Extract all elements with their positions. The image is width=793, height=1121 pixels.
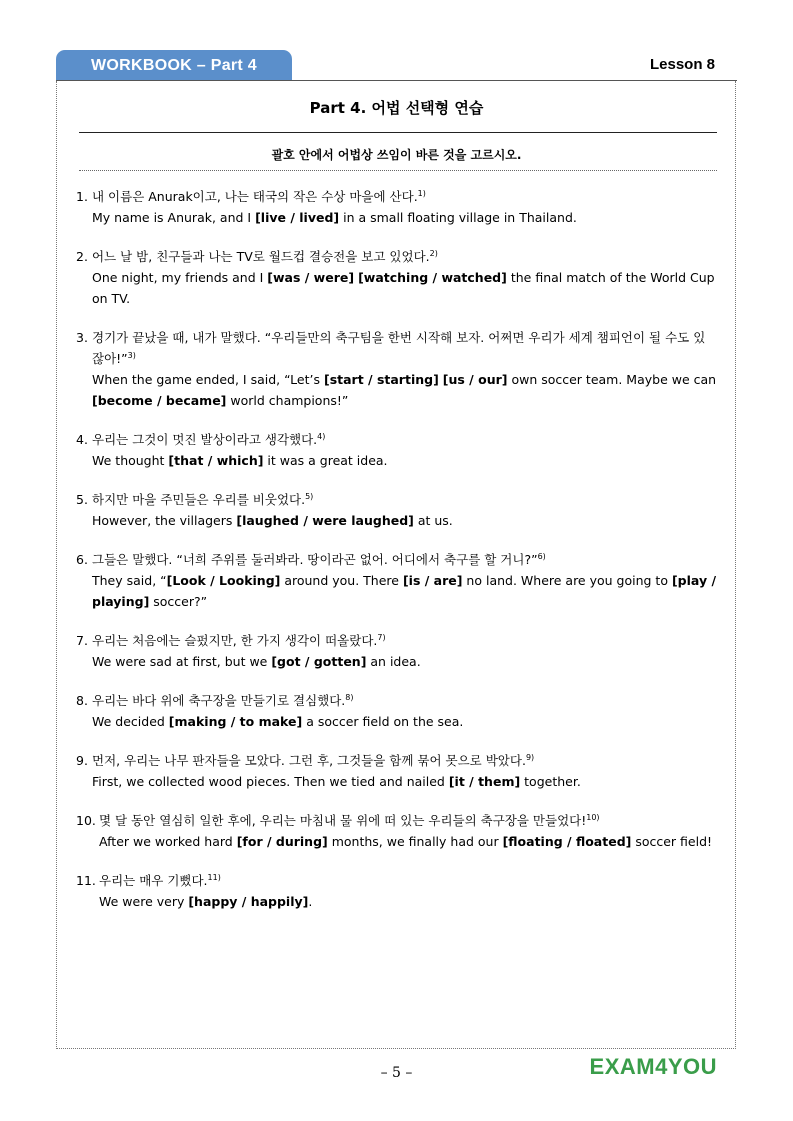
footnote-marker: 6) bbox=[537, 551, 546, 561]
korean-text: 어느 날 밤, 친구들과 나는 TV로 월드컵 결승전을 보고 있었다.$^{2)}$ bbox=[92, 248, 438, 264]
exercise-item bbox=[76, 870, 717, 912]
footnote-marker: 10) bbox=[586, 812, 600, 822]
sentence-text: We thought bbox=[92, 453, 169, 468]
sentence-text: the final match of the World Cup on TV. bbox=[92, 270, 715, 306]
workbook-tab: WORKBOOK – Part 4 bbox=[56, 50, 292, 81]
part-title: Part 4. 어법 선택형 연습 bbox=[309, 99, 484, 117]
footnote-marker: 4) bbox=[317, 431, 326, 441]
korean-sentence bbox=[76, 186, 717, 207]
grammar-choice: [us / our] bbox=[442, 372, 508, 387]
korean-text: 경기가 끝났을 때, 내가 말했다. “우리들만의 축구팀을 한번 시작해 보자. 어쩌면 우리가 세계 챔피언이 될 수도 있잖아!”$^{3)}$ bbox=[92, 330, 706, 366]
sentence-text: One night, my friends and I bbox=[92, 270, 268, 285]
grammar-choice: [become / became] bbox=[92, 393, 227, 408]
grammar-choice: [was / were] bbox=[267, 270, 355, 285]
item-number: 11. bbox=[76, 873, 96, 888]
item-number: 2. bbox=[76, 249, 88, 264]
korean-text: 우리는 처음에는 슬펐지만, 한 가지 생각이 떠올랐다.$^{7)}$ bbox=[92, 632, 386, 648]
grammar-choice: [play / playing] bbox=[92, 573, 717, 609]
item-number: 8. bbox=[76, 693, 88, 708]
sentence-text: We were very bbox=[99, 894, 189, 909]
grammar-choice: [that / which] bbox=[168, 453, 264, 468]
sentence-text: own soccer team. Maybe we can bbox=[507, 372, 717, 387]
footnote-marker: 1) bbox=[417, 188, 426, 198]
korean-sentence bbox=[76, 327, 717, 369]
exercise-list bbox=[76, 186, 717, 912]
sentence-text: We were sad at first, but we bbox=[92, 654, 272, 669]
exercise-item bbox=[76, 186, 717, 228]
grammar-choice: [live / lived] bbox=[255, 210, 340, 225]
exercise-item bbox=[76, 810, 717, 852]
korean-text: 그들은 말했다. “너희 주위를 둘러봐라. 땅이라곤 없어. 어디에서 축구를 할 거니?”$^{6)}$ bbox=[92, 551, 546, 567]
english-sentence bbox=[76, 450, 717, 471]
footnote-marker: 9) bbox=[525, 752, 535, 762]
footnote-marker: 2) bbox=[429, 248, 438, 258]
grammar-choice: [Look / Looking] bbox=[166, 573, 281, 588]
sentence-text: around you. There bbox=[280, 573, 403, 588]
english-sentence bbox=[76, 570, 717, 612]
english-sentence bbox=[76, 771, 717, 792]
korean-sentence bbox=[76, 246, 717, 267]
korean-text: 우리는 그것이 멋진 발상이라고 생각했다.$^{4)}$ bbox=[92, 431, 326, 447]
grammar-choice: [for / during] bbox=[236, 834, 328, 849]
sentence-text: My name is Anurak, and I bbox=[92, 210, 256, 225]
korean-text: 우리는 바다 위에 축구장을 만들기로 결심했다.$^{8)}$ bbox=[92, 692, 354, 708]
sentence-text: They said, “ bbox=[92, 573, 167, 588]
exercise-item bbox=[76, 246, 717, 309]
korean-sentence bbox=[76, 429, 717, 450]
sentence-text: it was a great idea. bbox=[263, 453, 388, 468]
instruction-rule bbox=[79, 170, 717, 171]
exercise-item bbox=[76, 489, 717, 531]
item-number: 1. bbox=[76, 189, 88, 204]
korean-text: 먼저, 우리는 나무 판자들을 모았다. 그런 후, 그것들을 함께 묶어 못으로 박았다.$^{9)}$ bbox=[92, 752, 535, 768]
item-number: 6. bbox=[76, 552, 88, 567]
sentence-text: When the game ended, I said, “Let’s bbox=[92, 372, 324, 387]
english-sentence bbox=[76, 207, 717, 228]
korean-sentence bbox=[76, 630, 717, 651]
sentence-text: an idea. bbox=[366, 654, 421, 669]
korean-text: 내 이름은 Anurak이고, 나는 태국의 작은 수상 마을에 산다.$^{1)}$ bbox=[92, 188, 426, 204]
korean-text: 몇 달 동안 열심히 일한 후에, 우리는 마침내 물 위에 떠 있는 우리들의 축구장을 만들었다!$^{10)}$ bbox=[99, 812, 600, 828]
grammar-choice: [watching / watched] bbox=[358, 270, 507, 285]
sentence-text: at us. bbox=[413, 513, 453, 528]
footnote-marker: 3) bbox=[127, 350, 136, 360]
sentence-text: together. bbox=[520, 774, 581, 789]
grammar-choice: [happy / happily] bbox=[188, 894, 309, 909]
lesson-label: Lesson 8 bbox=[649, 56, 715, 73]
korean-text: 하지만 마을 주민들은 우리를 비웃었다.$^{5)}$ bbox=[92, 491, 314, 507]
english-sentence bbox=[76, 510, 717, 531]
sentence-text: world champions!” bbox=[226, 393, 349, 408]
grammar-choice: [start / starting] bbox=[323, 372, 439, 387]
sentence-text: months, we finally had our bbox=[327, 834, 503, 849]
footnote-marker: 8) bbox=[345, 692, 354, 702]
footnote-marker: 11) bbox=[207, 872, 221, 882]
item-number: 7. bbox=[76, 633, 88, 648]
instruction: 괄호 안에서 어법상 쓰임이 바른 것을 고르시오. bbox=[271, 148, 522, 162]
exercise-item bbox=[76, 327, 717, 411]
english-sentence bbox=[76, 711, 717, 732]
english-sentence bbox=[76, 651, 717, 672]
korean-sentence bbox=[76, 690, 717, 711]
korean-sentence bbox=[76, 750, 717, 771]
sentence-text: soccer field! bbox=[631, 834, 713, 849]
grammar-choice: [got / gotten] bbox=[271, 654, 367, 669]
english-sentence bbox=[76, 831, 717, 852]
korean-sentence bbox=[76, 870, 717, 891]
grammar-choice: [is / are] bbox=[402, 573, 463, 588]
grammar-choice: [it / them] bbox=[448, 774, 521, 789]
exercise-item bbox=[76, 429, 717, 471]
sentence-text: in a small floating village in Thailand. bbox=[339, 210, 577, 225]
item-number: 4. bbox=[76, 432, 88, 447]
korean-text: 우리는 매우 기뻤다.$^{11)}$ bbox=[99, 872, 221, 888]
korean-sentence bbox=[76, 489, 717, 510]
footnote-marker: 5) bbox=[305, 491, 314, 501]
grammar-choice: [making / to make] bbox=[168, 714, 303, 729]
sentence-text: . bbox=[308, 894, 313, 909]
sentence-text: We decided bbox=[92, 714, 169, 729]
korean-sentence bbox=[76, 549, 717, 570]
exercise-item bbox=[76, 630, 717, 672]
korean-sentence bbox=[76, 810, 717, 831]
exercise-item bbox=[76, 750, 717, 792]
sentence-text: First, we collected wood pieces. Then we tied and nailed bbox=[92, 774, 449, 789]
item-number: 3. bbox=[76, 330, 88, 345]
sentence-text: no land. Where are you going to bbox=[462, 573, 672, 588]
english-sentence bbox=[76, 267, 717, 309]
english-sentence bbox=[76, 369, 717, 411]
item-number: 9. bbox=[76, 753, 88, 768]
sentence-text: a soccer field on the sea. bbox=[302, 714, 464, 729]
english-sentence bbox=[76, 891, 717, 912]
exam4you-logo: EXAM4YOU bbox=[589, 1054, 717, 1079]
grammar-choice: [laughed / were laughed] bbox=[236, 513, 414, 528]
sentence-text: However, the villagers bbox=[92, 513, 237, 528]
item-number: 10. bbox=[76, 813, 96, 828]
exercise-item bbox=[76, 549, 717, 612]
exercise-item bbox=[76, 690, 717, 732]
item-number: 5. bbox=[76, 492, 88, 507]
footnote-marker: 7) bbox=[377, 632, 386, 642]
grammar-choice: [floating / floated] bbox=[502, 834, 632, 849]
sentence-text: After we worked hard bbox=[99, 834, 237, 849]
sentence-text: soccer?” bbox=[149, 594, 208, 609]
title-rule bbox=[79, 132, 717, 133]
page-number: – 5 – bbox=[380, 1065, 413, 1081]
